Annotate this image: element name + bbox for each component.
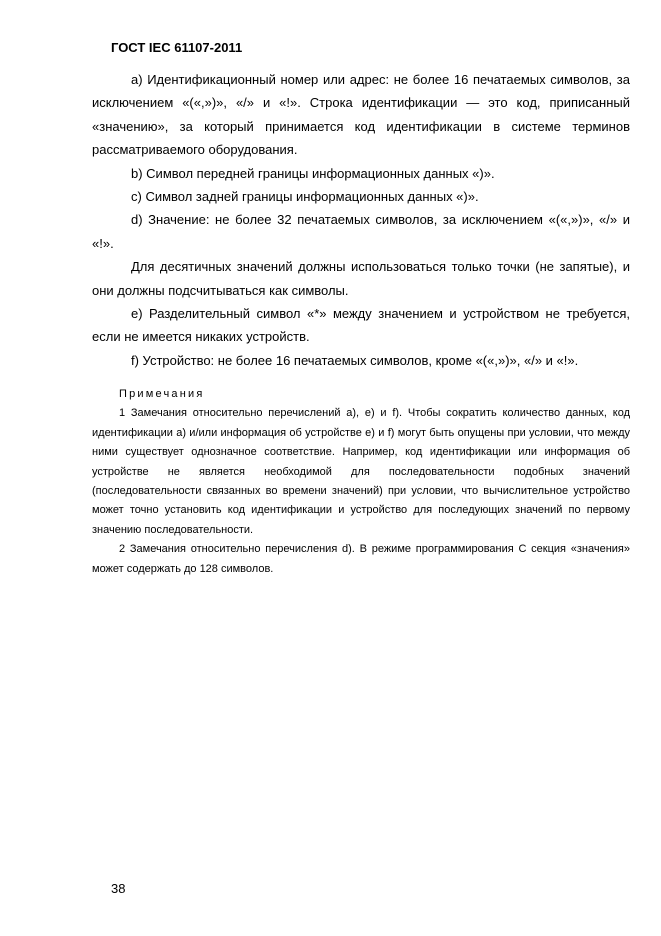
main-text — [92, 68, 630, 372]
page-number: 38 — [111, 881, 126, 896]
paragraph-item-e: e) Разделительный символ «*» между значением и устройством не требуется, если не имеется никаких устройств. — [92, 306, 630, 345]
paragraph-item-f: f) Устройство: не более 16 печатаемых символов, кроме «(«,»)», «/» и «!». — [131, 352, 579, 368]
notes-section — [92, 385, 630, 579]
paragraph-item-d: d) Значение: не более 32 печатаемых символов, за исключением «(«,»)», «/» и «!». — [92, 212, 630, 251]
document-header: ГОСТ IEC 61107-2011 — [111, 40, 243, 55]
paragraph-item-b: b) Символ передней границы информационных данных «)». — [131, 165, 495, 181]
paragraph-item-c: c) Символ задней границы информационных данных «)». — [131, 189, 479, 205]
paragraph-decimal-note: Для десятичных значений должны использоваться только точки (не запятые), и они должны подсчитываться как символы. — [92, 259, 630, 298]
notes-title: Примечания — [119, 388, 205, 400]
note-item-2: 2 Замечания относительно перечисления d). В режиме программирования С секция «значения» может содержать до 128 символов. — [92, 543, 630, 575]
paragraph-item-a: a) Идентификационный номер или адрес: не более 16 печатаемых символов, за исключением «(«,»)», «/» и «!». Строка идентификации — это код, приписанный «значению», за который принимается код идентификации в системе терминов рассматриваемого оборудования. — [92, 72, 630, 158]
note-item-1: 1 Замечания относительно перечислений a), e) и f). Чтобы сократить количество данных, код идентификации a) и/или информация об устройстве e) и f) могут быть опущены при условии, что между ними существует однозначное соответствие. Например, код идентификации или информация об устройстве не является необходимой для последовательности подобных значений (последовательности связанных во времени значений) при условии, что вычислительное устройство может точно установить код идентификации и устройство для последующих значений по первому значению последовательности. — [92, 407, 630, 536]
